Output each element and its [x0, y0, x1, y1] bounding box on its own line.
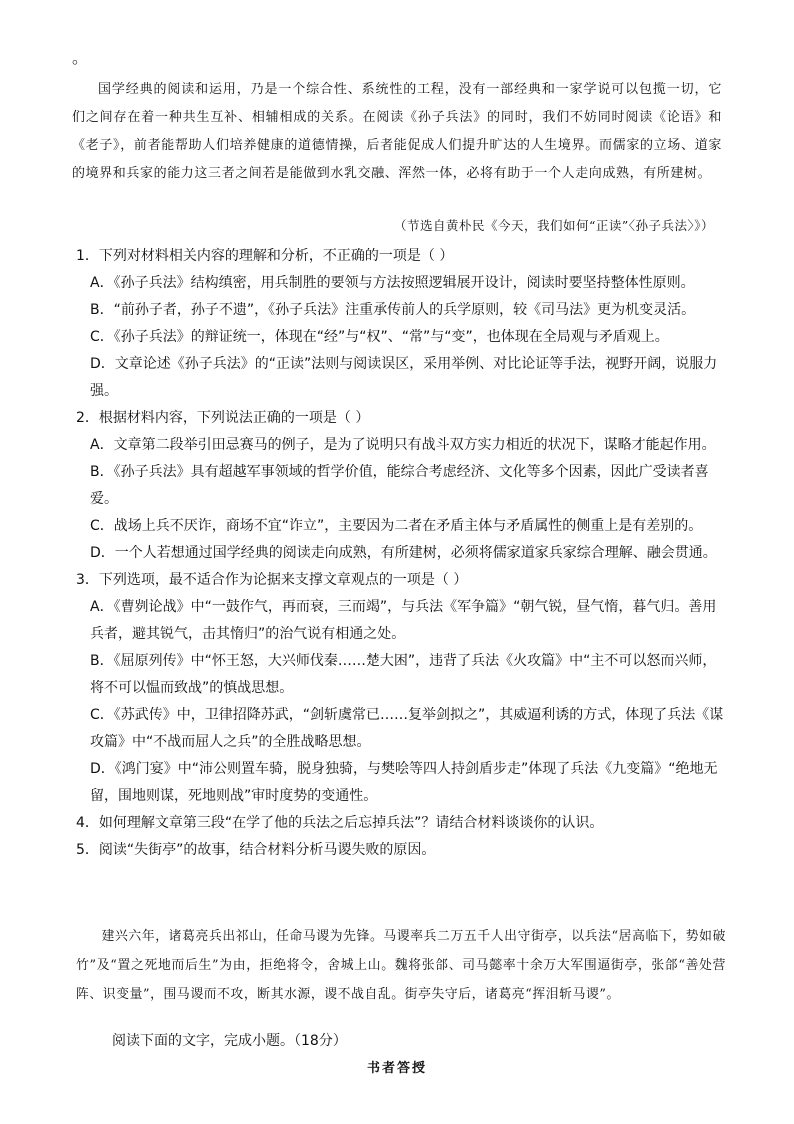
- option-a: A．《孙子兵法》结构缜密，用兵制胜的要领与方法按照逻辑展开设计，阅读时要坚持整体性原则。: [90, 275, 695, 291]
- story-paragraph: 建兴六年，诸葛亮兵出祁山，任命马谡为先锋。马谡率兵二万五千人出守街亭，以兵法“居高临下，势如破竹”及“置之死地而后生”为由，拒绝将令，舍城上山。魏将张郃、司马懿率十余万大军围逼街亭，张郃“善处营阵、识变量”，围马谡而不攻，断其水源，谡不战自乱。街亭失守后，诸葛亮“挥泪斩马谡”。: [76, 929, 726, 1002]
- section-title: 书者答授: [366, 1061, 427, 1076]
- question-stem: 3．下列选项，最不适合作为论据来支撑文章观点的一项是（ ）: [76, 572, 468, 588]
- question-3: [76, 567, 726, 810]
- option-b: B．“前孙子者，孙子不遗”，《孙子兵法》注重承传前人的兵学原则，较《司马法》更为机变灵活。: [90, 302, 696, 318]
- question-stem: 2．根据材料内容，下列说法正确的一项是（ ）: [76, 410, 370, 426]
- option-b: B．《孙子兵法》具有超越军事领域的哲学价值，能综合考虑经济、文化等多个因素，因此广受读者喜爱。: [90, 464, 709, 507]
- question-stem: 1．下列对材料相关内容的理解和分析，不正确的一项是（ ）: [76, 248, 454, 264]
- top-mark: 。: [72, 48, 89, 67]
- question-5: [76, 837, 726, 864]
- question-list: [76, 243, 726, 864]
- option-b: B．《屈原列传》中“怀王怒，大兴师伐秦……楚大困”，违背了兵法《火攻篇》中“主不可以怒而兴师，将不可以愠而致战”的慎战思想。: [90, 653, 717, 696]
- reading-instruction: 阅读下面的文字，完成小题。（18分）: [112, 1033, 347, 1049]
- source-citation: （节选自黄朴民《今天，我们如何“正读”〈孙子兵法〉》）: [393, 218, 714, 233]
- option-c: C．战场上兵不厌诈，商场不宜“诈立”，主要因为二者在矛盾主体与矛盾属性的侧重上是有差别的。: [90, 518, 703, 534]
- option-a: A．文章第二段举引田忌赛马的例子，是为了说明只有战斗双方实力相近的状况下，谋略才能起作用。: [90, 437, 716, 453]
- question-4: [76, 810, 726, 837]
- question-2: [76, 405, 726, 567]
- question-1: [76, 243, 726, 405]
- option-d: D．《鸿门宴》中“沛公则置车骑，脱身独骑，与樊哙等四人持剑盾步走”体现了兵法《九变篇》“绝地无留，围地则谋，死地则战”审时度势的变通性。: [90, 761, 718, 804]
- option-c: C．《苏武传》中，卫律招降苏武，“剑斩虞常已……复举剑拟之”，其威逼利诱的方式，体现了兵法《谋攻篇》中“不战而屈人之兵”的全胜战略思想。: [90, 707, 724, 750]
- question-stem: 5．阅读“失街亭”的故事，结合材料分析马谡失败的原因。: [76, 842, 436, 858]
- option-c: C．《孙子兵法》的辩证统一，体现在“经”与“权”、“常”与“变”，也体现在全局观与矛盾观上。: [90, 329, 669, 345]
- question-stem: 4．如何理解文章第三段“在学了他的兵法之后忘掉兵法”？请结合材料谈谈你的认识。: [76, 815, 604, 831]
- passage-paragraph: 国学经典的阅读和运用，乃是一个综合性、系统性的工程，没有一部经典和一家学说可以包揽一切，它们之间存在着一种共生互补、相辅相成的关系。在阅读《孙子兵法》的同时，我们不妨同时阅读《论语》和《老子》，前者能帮助人们培养健康的道德情操，后者能促成人们提升旷达的人生境界。而儒家的立场、道家的境界和兵家的能力这三者之间若是能做到水乳交融、浑然一体，必将有助于一个人走向成熟，有所建树。: [72, 82, 722, 181]
- option-a: A．《曹刿论战》中“一鼓作气，再而衰，三而竭”，与兵法《军争篇》“朝气锐，昼气惰，暮气归。善用兵者，避其锐气，击其惰归”的治气说有相通之处。: [90, 599, 717, 642]
- option-d: D．一个人若想通过国学经典的阅读走向成熟，有所建树，必须将儒家道家兵家综合理解、融会贯通。: [90, 545, 717, 561]
- option-d: D．文章论述《孙子兵法》的“正读”法则与阅读误区，采用举例、对比论证等手法，视野开阔，说服力强。: [90, 356, 718, 399]
